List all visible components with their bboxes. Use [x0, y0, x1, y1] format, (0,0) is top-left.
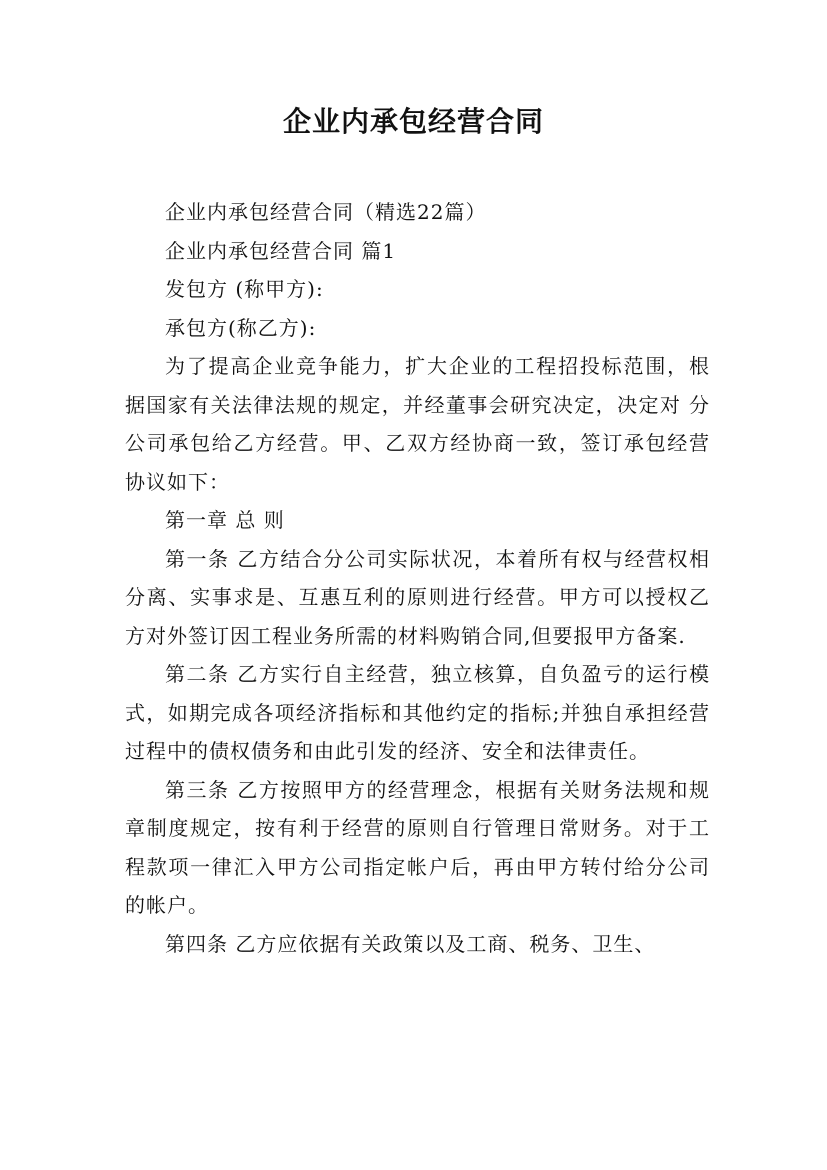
document-body [125, 193, 710, 963]
document-title: 企业内承包经营合同 [282, 105, 544, 138]
paragraph: 为了提高企业竞争能力，扩大企业的工程招投标范围，根据国家有关法律法规的规定，并经董事会研究决定，决定对 分公司承包给乙方经营。甲、乙双方经协商一致，签订承包经营协议如下： [125, 354, 710, 494]
paragraph: 发包方 (称甲方): [165, 277, 324, 301]
paragraph: 第四条 乙方应依据有关政策以及工商、税务、卫生、 [165, 931, 656, 956]
paragraph: 第一条 乙方结合分公司实际状况，本着所有权与经营权相分离、实事求是、互惠互利的原则进行经营。甲方可以授权乙方对外签订因工程业务所需的材料购销合同,但要报甲方备案. [125, 546, 710, 648]
chapter-heading: 第一章 总 则 [165, 508, 285, 532]
paragraph: 承包方(称乙方): [165, 315, 317, 340]
paragraph: 企业内承包经营合同（精选22篇） [165, 200, 487, 224]
paragraph: 第二条 乙方实行自主经营，独立核算，自负盈亏的运行模式，如期完成各项经济指标和其他约定的指标;并独自承担经营过程中的债权债务和由此引发的经济、安全和法律责任。 [125, 662, 710, 763]
paragraph: 第三条 乙方按照甲方的经营理念，根据有关财务法规和规章制度规定，按有利于经营的原则自行管理日常财务。对于工程款项一律汇入甲方公司指定帐户后，再由甲方转付给分公司的帐户。 [125, 777, 710, 917]
paragraph: 企业内承包经营合同 篇1 [165, 238, 397, 263]
